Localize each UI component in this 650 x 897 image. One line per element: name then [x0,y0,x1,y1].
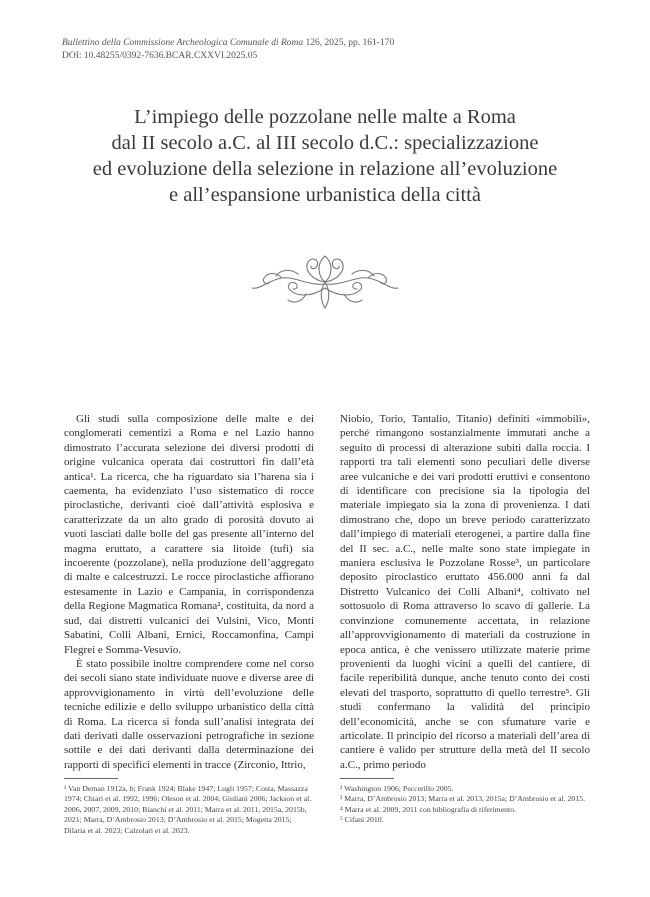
title-line: e all’espansione urbanistica della città [169,184,481,206]
footnote: ² Washington 1906; Peccerillo 2005. [340,784,454,793]
footnote: ³ Marra, D’Ambrosio 2013; Marra et al. 2013, 2015a; D’Ambrosio et al. 2015. [340,794,586,804]
title-line: L’impiego delle pozzolane nelle malte a Roma [134,106,516,128]
ornament-flourish-icon [246,250,404,314]
running-header [62,37,394,63]
body-paragraph: Niobio, Torio, Tantalio, Titanio) definiti «immobili», perché rimangono sostanzialmente immutati anche a seguito di processi di alterazione subiti dalla roccia. I rapporti tra tali elementi sono peculiari delle diverse aree vulcaniche e dei vari prodotti eruttivi e consentono di identificare con precisione sia la tipologia del materiale impiegato sia la zona di provenienza. I dati dimostrano che, dopo un breve periodo caratterizzato dall’impiego di materiali eterogenei, a partire dalla fine del II sec. a.C., nelle malte sono state impiegate in maniera esclusiva le Pozzolane Rosse³, un particolare deposito piroclastico eruttato 456.000 anni fa dal Distretto Vulcanico dei Colli Albani⁴, coltivato nel sottosuolo di Roma attraverso lo scavo di gallerie. La convinzione comunemente accettata, in relazione all’approvvigionamento di materiali da costruzione in epoca antica, è che venissero utilizzate materie prime provenienti da luoghi vicini a quelli del cantiere, di facile reperibilità dunque, anche tenuto conto dei costi elevati del trasporto, soprattutto di quello terrestre⁵. Gli studi confermano la validità del principio dell’economicità, anche se con sfumature varie e articolate. Il principio del ricorso a materiali dell’area di cantiere è valido per strutture della metà del II secolo a.C., primo periodo [340,413,590,771]
footnote: ⁵ Cifani 2010. [340,815,384,825]
text-column-left [64,412,314,772]
volume-pages: 126, 2025, pp. 161-170 [303,38,395,48]
footnote: ⁴ Marra et al. 2009, 2011 con bibliografia di riferimento. [340,804,517,814]
article-title [60,104,590,208]
doi: DOI: 10.48255/0392-7636.BCAR.CXXVI.2025.05 [62,51,258,61]
body-paragraph: Gli studi sulla composizione delle malte e dei conglomerati cementizi a Roma e nel Lazio hanno dimostrato l’accurata selezione dei diversi prodotti di origine vulcanica operata dai costruttori fin dall’età antica¹. La ricerca, che ha riguardato sia l’harena sia i caementa, ha evidenziato l’uso sistematico di rocce piroclastiche, derivanti cioè dall’attività esplosiva e caratterizzate da un alto grado di porosità dovuto ai vuoti lasciati dalle bolle del gas presente all’interno del magma eruttato, a carattere sia litoide (tufi) sia incoerente (pozzolane), nella produzione dell’aggregato di malte e calcestruzzi. Le rocce piroclastiche affiorano estesamente in Lazio e Campania, in corrispondenza della Regione Magmatica Romana², costituita, da nord a sud, dai distretti vulcanici dei Vulsini, Vico, Monti Sabatini, Colli Albani, Ernici, Roccamonfina, Campi Flegrei e Somma-Vesuvio. [64,413,314,656]
footnotes-left [64,784,314,836]
footnote: ¹ Van Deman 1912a, b; Frank 1924; Blake 1947; Lugli 1957; Costa, Massazza 1974; Chiari et al. 1992, 1996; Oleson et al. 2004; Giuliani 2006; Jackson et al. 2006, 2007, 2009, 2010; Bianchi et al. 2011; Marra et al. 2011, 2015a, 2015b, 2021; Marra, D’Ambrosio 2013; D’Ambrosio et al. 2015; Mogetta 2015; Dilaria et al. 2023; Calzolari et al. 2023. [64,784,312,835]
journal-citation [62,37,394,50]
journal-name: Bullettino della Commissione Archeologica Comunale di Roma [62,38,304,48]
body-paragraph: È stato possibile inoltre comprendere come nel corso dei secoli siano state individuate nuove e diverse aree di approvvigionamento in virtù dell’evoluzione delle tecniche edilizie e dello sviluppo urbanistico della città di Roma. La ricerca si fonda sull’analisi integrata dei dati derivati dalle osservazioni petrografiche in sezione sottile e dei dati derivanti dalla determinazione dei rapporti di specifici elementi in tracce (Zirconio, Ittrio, [64,657,314,771]
footnote-divider [64,778,118,779]
title-line: ed evoluzione della selezione in relazione all’evoluzione [92,158,558,180]
text-column-right [340,412,590,772]
footnotes-right [340,784,590,826]
title-line: dal II secolo a.C. al III secolo d.C.: specializzazione [111,132,539,154]
footnote-divider [340,778,394,779]
